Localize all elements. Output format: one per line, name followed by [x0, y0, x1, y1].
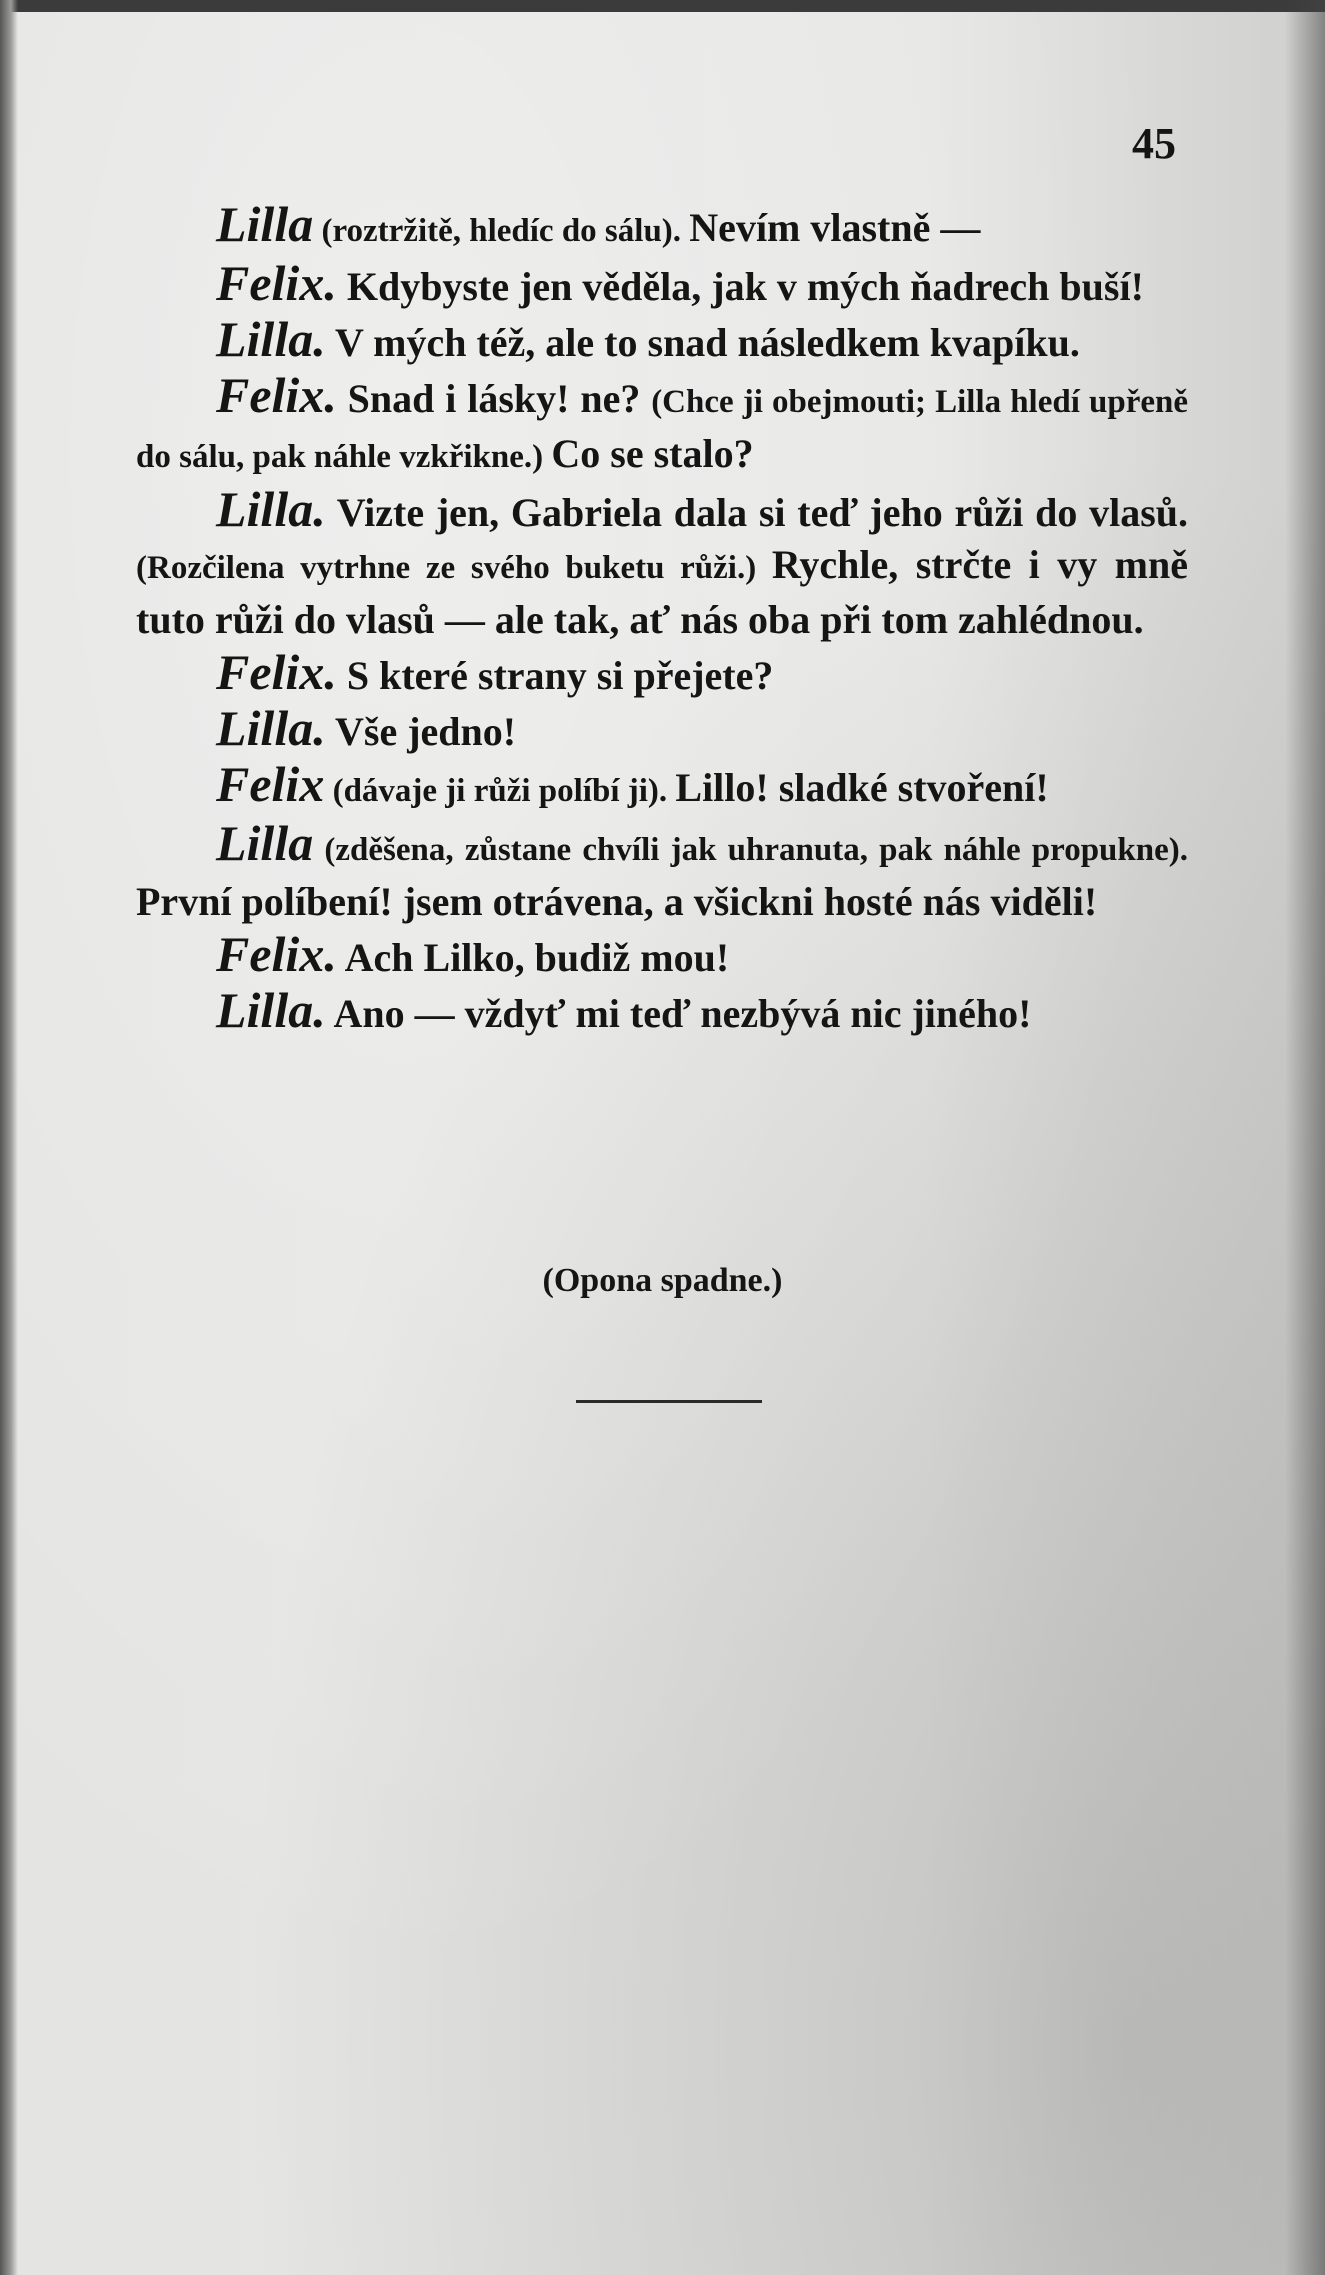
speech-text: S které strany si přejete? — [336, 653, 774, 698]
speaker-name: Felix. — [216, 255, 337, 311]
dialogue-text — [136, 198, 1188, 1040]
scan-right-edge — [1285, 0, 1325, 2275]
speech-text: První políbení! jsem otrávena, a všickni hosté nás viděli! — [136, 879, 1098, 924]
speech-text: Ano — vždyť mi teď nezbývá nic jiného! — [325, 991, 1032, 1036]
dialogue-paragraph — [136, 313, 1188, 369]
stage-direction: (zděšena, zůstane chvíli jak uhranuta, pak náhle propukne). — [313, 832, 1188, 868]
speaker-name: Felix — [216, 756, 325, 812]
stage-direction: (dávaje ji růži políbí ji). — [324, 773, 676, 809]
speech-text: Rychle, strčte i vy mně tuto růži do vlasů — ale tak, ať nás oba při tom zahlédnou. — [136, 542, 1188, 642]
speech-text: Nevím vlastně — — [689, 205, 981, 250]
speaker-name: Lilla. — [216, 311, 326, 367]
end-rule — [576, 1400, 762, 1403]
scan-left-edge — [0, 0, 18, 2275]
speaker-name: Felix. — [216, 367, 337, 423]
stage-direction: (Rozčilena vytrhne ze svého buketu růži.) — [136, 550, 772, 586]
speaker-name: Lilla. — [216, 982, 326, 1038]
speech-text: Ach Lilko, budiž mou! — [336, 935, 730, 980]
speech-text: Lillo! sladké stvoření! — [675, 765, 1049, 810]
dialogue-paragraph — [136, 928, 1188, 984]
speech-text: Vizte jen, Gabriela dala si teď jeho růži do vlasů. — [325, 490, 1188, 535]
dialogue-paragraph — [136, 758, 1188, 817]
speaker-name: Lilla. — [216, 700, 326, 756]
stage-direction: (roztržitě, hledíc do sálu). — [313, 213, 690, 249]
dialogue-paragraph — [136, 817, 1188, 928]
dialogue-paragraph — [136, 369, 1188, 483]
speech-text: Kdybyste jen věděla, jak v mých ňadrech buší! — [336, 264, 1144, 309]
speech-text: V mých též, ale to snad následkem kvapíku. — [325, 320, 1080, 365]
dialogue-paragraph — [136, 646, 1188, 702]
speaker-name: Lilla — [216, 196, 314, 252]
dialogue-paragraph — [136, 702, 1188, 758]
scan-top-edge — [0, 0, 1325, 12]
speaker-name: Felix. — [216, 644, 337, 700]
speaker-name: Lilla. — [216, 481, 326, 537]
dialogue-paragraph — [136, 984, 1188, 1040]
dialogue-paragraph — [136, 257, 1188, 313]
dialogue-paragraph — [136, 483, 1188, 646]
speaker-name: Lilla — [216, 815, 314, 871]
speech-text: Vše jedno! — [325, 709, 517, 754]
dialogue-paragraph — [136, 198, 1188, 257]
stage-direction: (Chce ji obejmouti; Lilla hledí upřeně do sálu, pak náhle vzkřikne.) — [136, 384, 1188, 475]
speaker-name: Felix. — [216, 926, 337, 982]
closing-stage-direction: (Opona spadne.) — [542, 1262, 783, 1299]
page-number: 45 — [1132, 119, 1176, 168]
speech-text: Co se stalo? — [551, 431, 754, 476]
speech-text: Snad i lásky! ne? — [336, 376, 652, 421]
